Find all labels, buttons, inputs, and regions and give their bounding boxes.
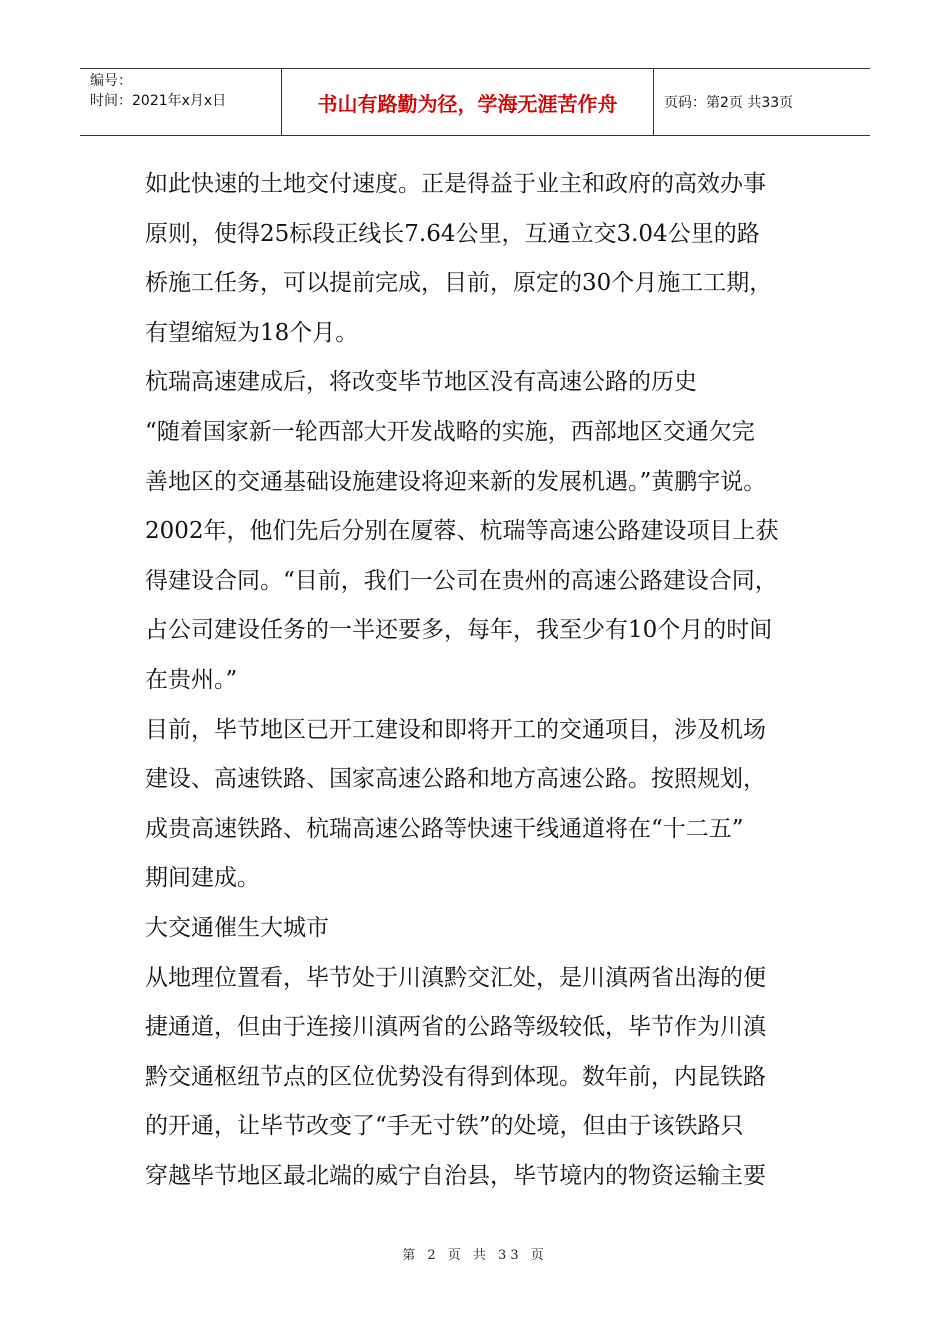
body-line: 得建设合同。“目前，我们一公司在贵州的高速公路建设合同， [145, 567, 778, 594]
body-line: “随着国家新一轮西部大开发战略的实施，西部地区交通欠完 [145, 418, 755, 445]
page-footer [0, 1244, 950, 1263]
header-motto-cell [282, 69, 654, 135]
body-line: 2002年，他们先后分别在厦蓉、杭瑞等高速公路建设项目上获 [145, 518, 779, 545]
section-heading: 大交通催生大城市 [145, 914, 329, 941]
body-line: 原则，使得25标段正线长7.64公里，互通立交3.04公里的路 [145, 220, 760, 247]
document-date: 时间：2021年x月x日 [90, 93, 227, 109]
document-header [80, 68, 870, 136]
body-line: 桥施工任务，可以提前完成，目前，原定的30个月施工工期， [145, 270, 773, 297]
document-number: 编号： [90, 73, 132, 89]
document-body [145, 160, 835, 1201]
body-line: 期间建成。 [145, 865, 260, 892]
body-line: 善地区的交通基础设施建设将迎来新的发展机遇。”黄鹏宇说。 [145, 468, 767, 495]
footer-page-number: 第 2 页 共 33 页 [402, 1248, 548, 1263]
body-line: 在贵州。” [145, 666, 238, 693]
body-line: 捷通道，但由于连接川滇两省的公路等级较低，毕节作为川滇 [145, 1014, 766, 1041]
body-line: 占公司建设任务的一半还要多，每年，我至少有10个月的时间 [145, 617, 773, 644]
body-line: 成贵高速铁路、杭瑞高速公路等快速干线通道将在“十二五” [145, 815, 744, 842]
body-line: 从地理位置看，毕节处于川滇黔交汇处，是川滇两省出海的便 [145, 964, 766, 991]
body-line: 穿越毕节地区最北端的威宁自治县，毕节境内的物资运输主要 [145, 1162, 766, 1189]
header-motto: 书山有路勤为径，学海无涯苦作舟 [317, 91, 618, 116]
section-heading: 杭瑞高速建成后，将改变毕节地区没有高速公路的历史 [145, 369, 697, 396]
body-line: 建设、高速铁路、国家高速公路和地方高速公路。按照规划， [145, 766, 766, 793]
header-page-info: 页码：第2页 共33页 [664, 95, 794, 111]
body-line: 目前，毕节地区已开工建设和即将开工的交通项目，涉及机场 [145, 716, 766, 743]
body-line: 黔交通枢纽节点的区位优势没有得到体现。数年前，内昆铁路 [145, 1063, 766, 1090]
header-meta [80, 69, 282, 135]
body-line: 有望缩短为18个月。 [145, 319, 359, 346]
body-line: 如此快速的土地交付速度。正是得益于业主和政府的高效办事 [145, 171, 766, 197]
body-line: 的开通，让毕节改变了“手无寸铁”的处境，但由于该铁路只 [145, 1113, 744, 1140]
